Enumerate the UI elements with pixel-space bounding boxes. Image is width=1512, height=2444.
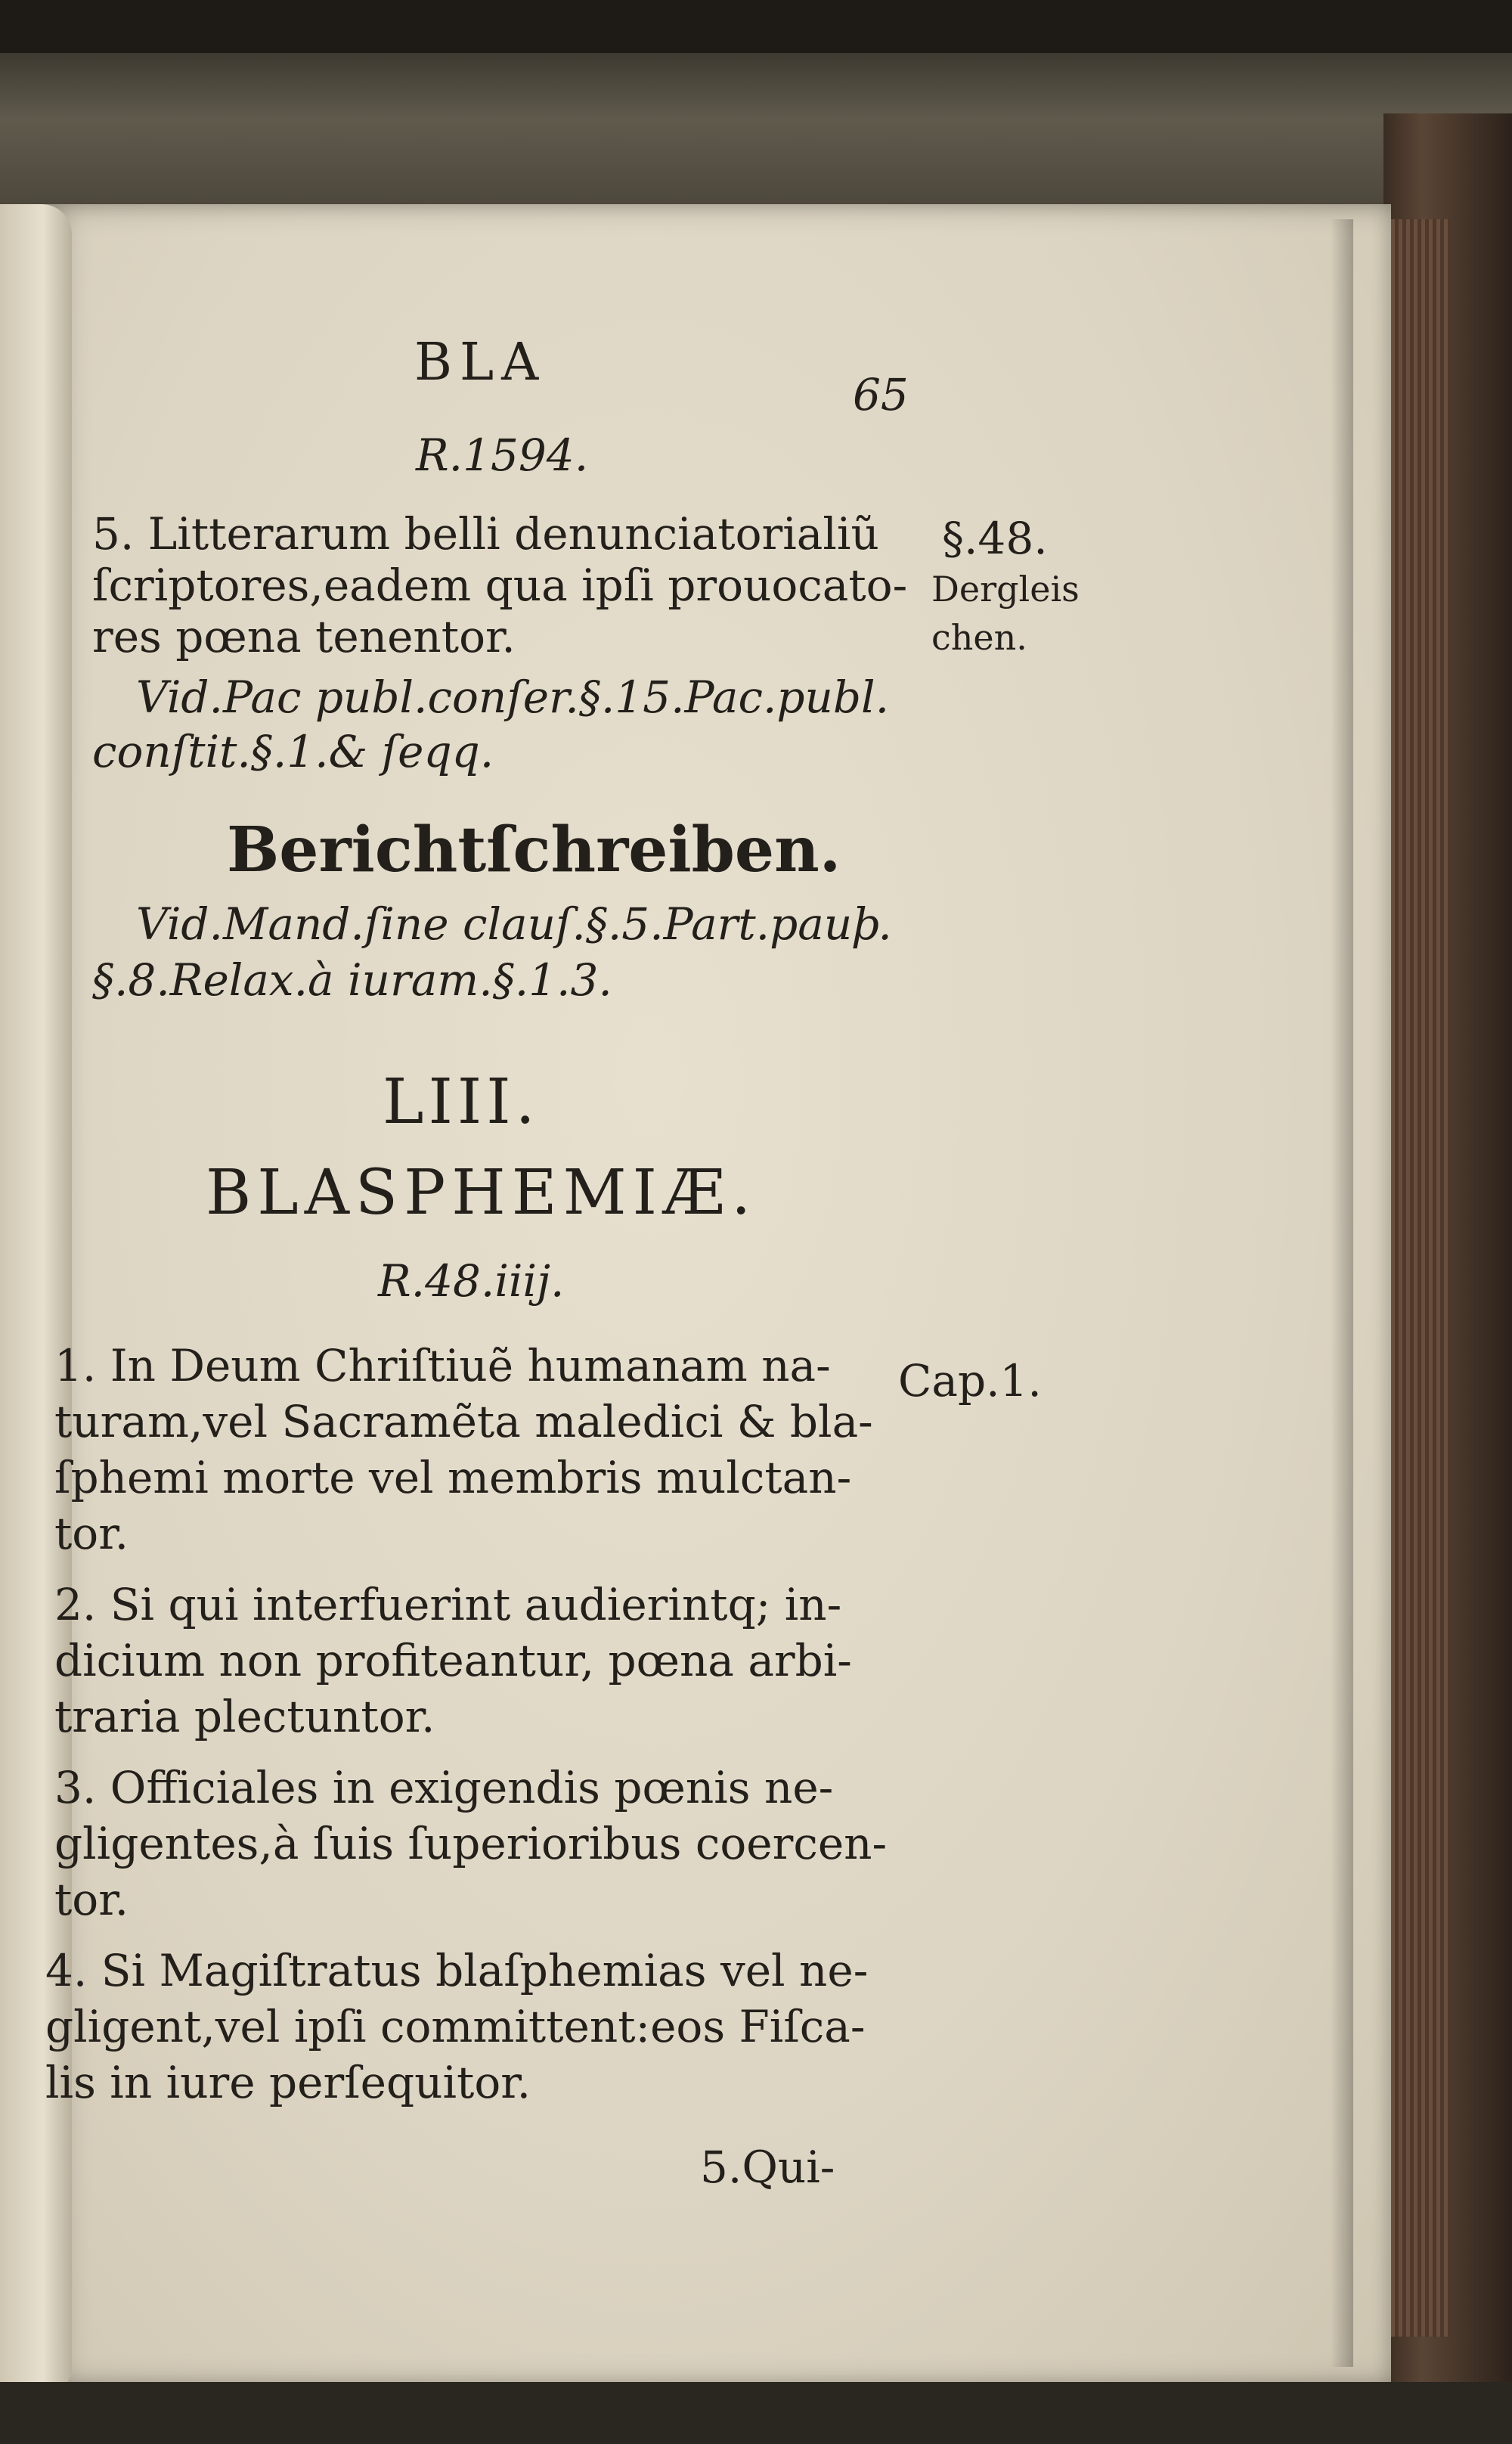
text-line: 5. Litterarum belli denunciatorialiũ — [92, 508, 879, 560]
text-line: tor. — [54, 1874, 129, 1925]
page-fore-edge — [1391, 219, 1452, 2337]
text-line: ſphemi morte vel membris mulctan- — [54, 1452, 852, 1503]
text-line: res pœna tenentor. — [92, 611, 516, 662]
book-top-edge — [0, 53, 1512, 219]
margin-note: Dergleis — [931, 569, 1080, 609]
text-line: turam,vel Sacramẽta maledici & bla- — [54, 1396, 873, 1447]
text-line: traria plectuntor. — [54, 1691, 435, 1742]
running-title: BLA — [414, 333, 547, 392]
margin-note: chen. — [931, 617, 1027, 658]
text-line: 4. Si Magiſtratus blaſphemias vel ne- — [45, 1945, 869, 1996]
text-line: gligentes,à ſuis ſuperioribus coercen- — [54, 1818, 888, 1869]
catchword: 5.Qui- — [700, 2142, 835, 2193]
text-line: lis in iure perſequitor. — [45, 2057, 531, 2108]
margin-note: §.48. — [942, 513, 1048, 564]
text-line: 1. In Deum Chriſtiuẽ humanam na- — [54, 1340, 831, 1391]
chapter-title: BLASPHEMIÆ. — [206, 1157, 758, 1229]
chapter-reference: R.48.iiij. — [378, 1255, 565, 1307]
text-line: 3. Officiales in exigendis pœnis ne- — [54, 1762, 834, 1813]
text-line: gligent,vel ipſi committent:eos Fiſca- — [45, 2001, 866, 2052]
text-line: dicium non profiteantur, pœna arbi- — [54, 1635, 852, 1686]
text-line: §.8.Relax.à iuram.§.1.3. — [92, 954, 612, 1006]
text-line: Vid.Mand.ſine clauſ.§.5.Part.pauþ. — [136, 898, 892, 950]
text-line: ſcriptores,eadem qua ipſi prouocato- — [92, 560, 908, 611]
page-number: 65 — [853, 369, 909, 420]
chapter-number: LIII. — [383, 1066, 540, 1138]
book-bottom-edge — [0, 2382, 1512, 2444]
text-line: tor. — [54, 1508, 129, 1559]
text-line: conſtit.§.1.& ſeqq. — [92, 726, 494, 777]
text-line: 2. Si qui interfuerint audierintq; in- — [54, 1579, 842, 1630]
section-reference: R.1594. — [416, 430, 589, 481]
text-line: Vid.Pac publ.conſer.§.15.Pac.publ. — [136, 671, 890, 723]
page-shadow — [1331, 219, 1353, 2367]
margin-note: Cap.1. — [898, 1355, 1042, 1407]
blackletter-heading: Berichtſchreiben. — [227, 814, 841, 886]
